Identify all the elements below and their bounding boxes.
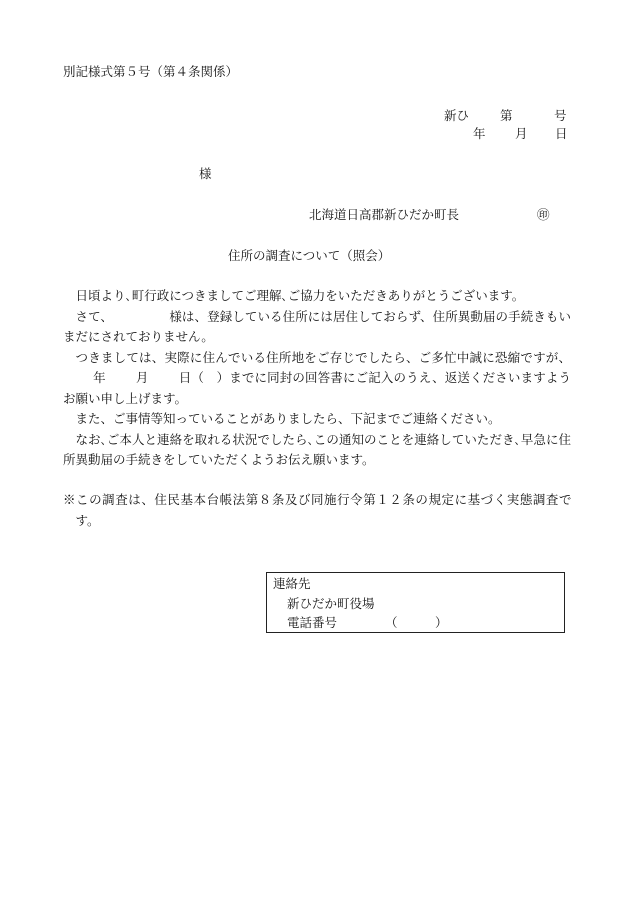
body-paragraph-3	[63, 348, 571, 410]
date-month: 月	[515, 126, 528, 141]
ref-prefix: 新ひ	[444, 108, 470, 123]
seal-mark: ㊞	[537, 207, 550, 222]
body-paragraph-4: また、ご事情等知っていることがありましたら、下記までご連絡ください。	[75, 411, 501, 426]
body-paragraph-5: なお､ご本人と連絡を取れる状況でしたら､この通知のことを連絡していただき､早急に住所異動届の手続きをしていただくようお伝え願います。	[63, 431, 571, 467]
contact-office: 新ひだか町役場	[287, 596, 375, 611]
ref-dai: 第	[500, 108, 513, 123]
contact-phone-label: 電話番号	[287, 615, 338, 630]
document-body	[63, 286, 571, 471]
document-title: 住所の調査について（照会）	[228, 248, 391, 263]
body-p2-a: さて、	[75, 308, 114, 324]
date-day: 日	[555, 126, 568, 141]
form-label: 別記様式第５号（第４条関係）	[63, 64, 239, 79]
recipient-honorific: 様	[199, 166, 212, 181]
body-p3-a: つきましては、実際に住んでいる住所地をご存じでしたら、ご多忙中誠に恐縮ですが、	[75, 349, 571, 365]
contact-phone-value: （ ）	[385, 615, 448, 630]
contact-box	[266, 572, 565, 633]
body-p3-b: までに同封の回答書にご記入のうえ、返送くださいますようお願い申し上げます。	[63, 370, 571, 406]
contact-heading: 連絡先	[273, 576, 311, 591]
body-paragraph-1: 日頃より､町行政につきましてご理解､ご協力をいただきありがとうございます。	[75, 288, 525, 303]
body-p3-month: 月	[135, 370, 149, 385]
date-year: 年	[473, 126, 486, 141]
ref-gou: 号	[554, 108, 567, 123]
body-p3-day: 日（ ）	[178, 370, 230, 385]
body-p2-b: 様は、登録している住所には居住しておらず、住所異動届の手続きもいまだにされておりません。	[63, 308, 571, 344]
body-p3-year: 年	[93, 370, 106, 385]
body-paragraph-2	[63, 307, 571, 348]
sender-name: 北海道日高郡新ひだか町長	[309, 207, 460, 222]
legal-note: ※この調査は、住民基本台帳法第８条及び同施行令第１２条の規定に基づく実態調査です。	[63, 492, 572, 528]
